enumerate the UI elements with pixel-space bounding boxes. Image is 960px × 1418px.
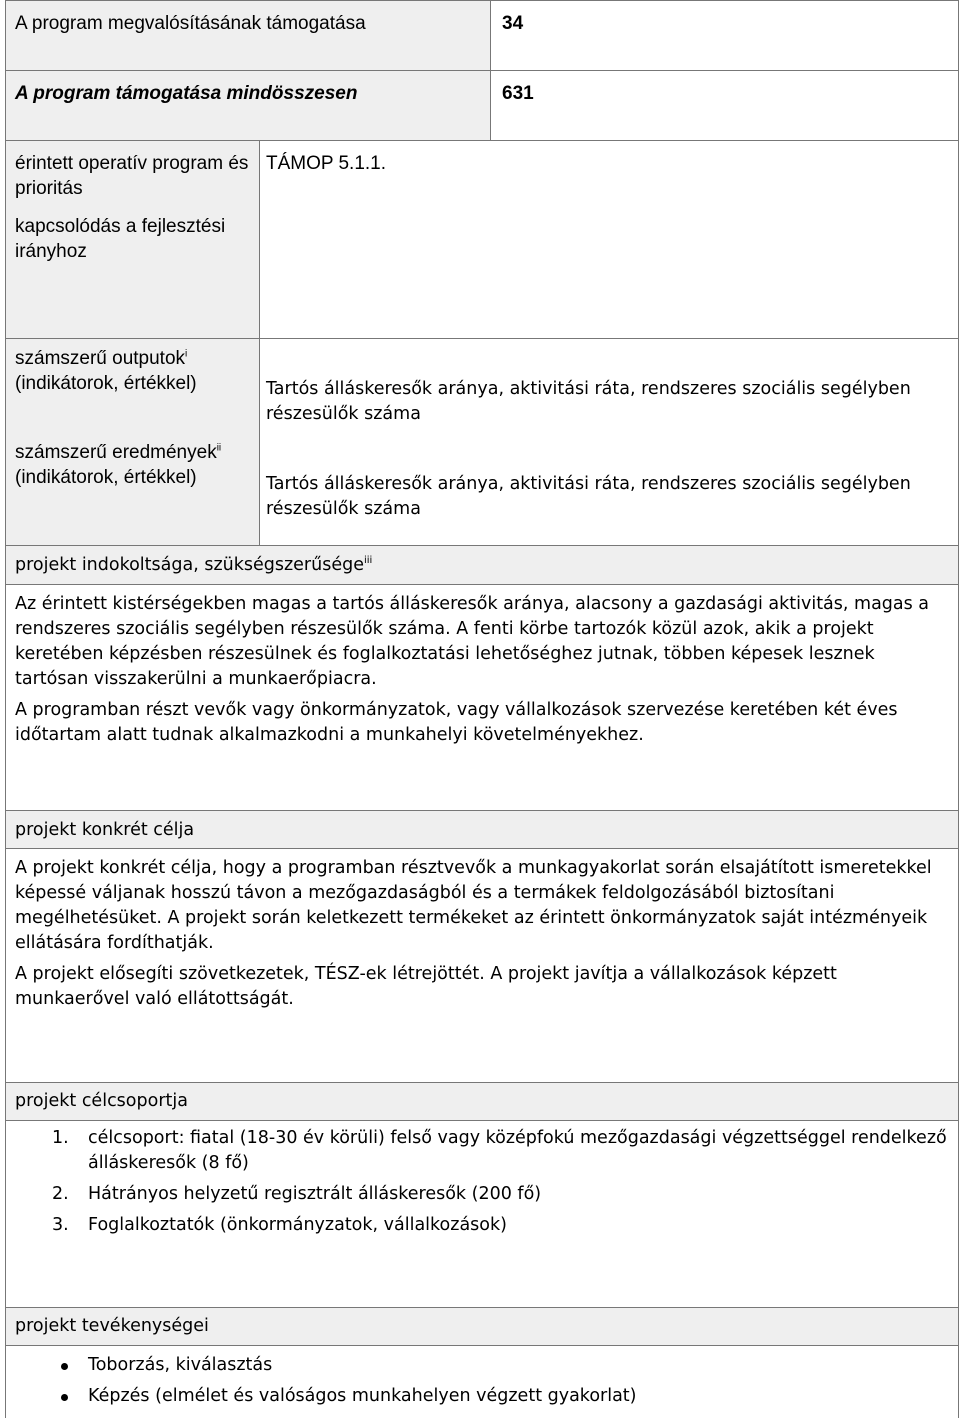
list-item: 2. Hátrányos helyzetű regisztrált álláskeresők (200 fő) [52, 1184, 542, 1204]
celcsoport-heading: projekt célcsoportja [15, 1091, 188, 1111]
celcsoport-list [15, 1126, 949, 1238]
list-item: Képzés (elmélet és valóságos munkahelyen végzett gyakorlat) [15, 1384, 949, 1409]
support-label: A program megvalósításának támogatása [15, 13, 366, 34]
rule-cel-top [5, 810, 959, 811]
cel-body [15, 856, 949, 1018]
list-item: 1. célcsoport: fiatal (18-30 év körüli) felső vagy középfokú mezőgazdasági végzettséggel rendelkező álláskeresők (8 fő) [52, 1128, 947, 1173]
rule-tevekenyseg-heading [5, 1345, 959, 1346]
results-label: számszerű eredmények$^{ii}$ (indikátorok, értékkel) [15, 442, 222, 488]
document-page [5, 0, 959, 1418]
rule-header-bottom [5, 140, 959, 141]
total-support-value: 631 [502, 83, 534, 104]
rule-program-bottom [5, 338, 959, 339]
indoklas-heading: projekt indokoltsága, szükségszerűsége$^{iii}$ [15, 555, 373, 575]
bullet-icon [61, 1363, 68, 1370]
rule-cel-heading [5, 848, 959, 849]
support-value: 34 [502, 13, 524, 34]
outputs-value: Tartós álláskeresők aránya, aktivitási ráta, rendszeres szociális segélyben részesülők száma [266, 379, 911, 424]
rule-header-mid [5, 70, 959, 71]
indoklas-paragraph-1: Az érintett kistérségekben magas a tartós álláskeresők aránya, alacsony a gazdasági aktivitás, magas a rendszeres szociális segélyben részesülők száma. A fenti körbe tartozók közül azok, akik a projekt keretében képzésben részesülnek és foglalkoztatási lehetőséghez jutnak, többen képesek lesznek tartósan visszakerülni a munkaerőpiacra. [15, 594, 930, 689]
tevekenyseg-list [15, 1353, 949, 1409]
rule-results-bottom [5, 545, 959, 546]
total-support-label: A program támogatása mindösszesen [15, 83, 358, 104]
cel-paragraph-1: A projekt konkrét célja, hogy a programban résztvevők a munkagyakorlat során elsajátított ismeretekkel képessé váljanak hosszú távon a mezőgazdaságból és a termákek feldolgozásából biztosítani megélhetésüket. A projekt során keletkezett termékeket az érintett önkormányzatok saját intézményeik ellátására fordíthatják. [15, 858, 932, 953]
bullet-icon [61, 1394, 68, 1401]
results-value: Tartós álláskeresők aránya, aktivitási ráta, rendszeres szociális segélyben részesülők száma [266, 474, 911, 519]
list-item: 3. Foglalkoztatók (önkormányzatok, vállalkozások) [52, 1215, 507, 1235]
indoklas-paragraph-2: A programban részt vevők vagy önkormányzatok, vagy vállalkozások szervezése keretében két éves időtartam alatt tudnak alkalmazkodni a munkahelyi követelményekhez. [15, 700, 898, 745]
outputs-label: számszerű outputok$^i$ (indikátorok, értékkel) [15, 348, 197, 394]
kapcsolodas-label: kapcsolódás a fejlesztési irányhoz [15, 216, 226, 262]
tevekenyseg-heading: projekt tevékenységei [15, 1316, 209, 1336]
rule-header-divider [490, 0, 491, 140]
rule-side-divider [259, 140, 260, 545]
operativ-program-label: érintett operatív program és prioritás [15, 153, 249, 199]
indoklas-body [15, 592, 949, 754]
cel-paragraph-2: A projekt elősegíti szövetkezetek, TÉSZ-ek létrejöttét. A projekt javítja a vállalkozások képzett munkaerővel való ellátottságát. [15, 964, 837, 1009]
rule-tevekenyseg-top [5, 1307, 959, 1308]
rule-celcsoport-heading [5, 1120, 959, 1121]
rule-indoklas-heading [5, 584, 959, 585]
list-item: Toborzás, kiválasztás [15, 1353, 949, 1378]
rule-top [5, 0, 959, 1]
rule-celcsoport-top [5, 1082, 959, 1083]
operativ-program-value: TÁMOP 5.1.1. [266, 153, 387, 174]
cel-heading: projekt konkrét célja [15, 820, 195, 840]
